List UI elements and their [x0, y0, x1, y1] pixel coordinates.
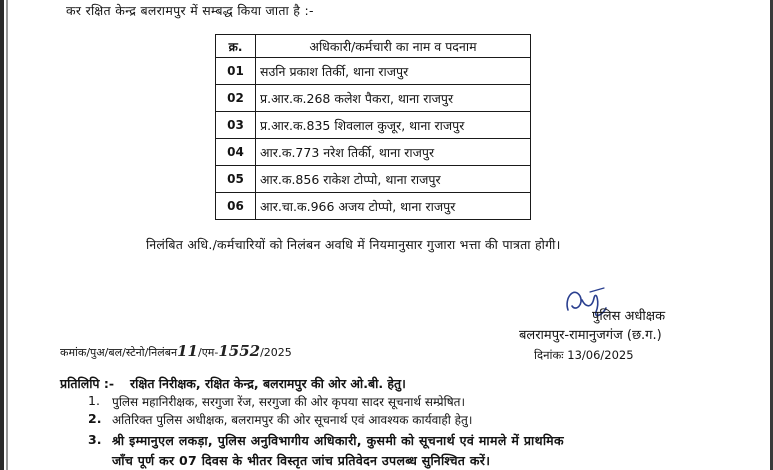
signatory-place: बलरामपुर-रामानुजगंज (छ.ग.)	[519, 328, 662, 343]
row-name: प्र.आर.क.268 कलेश पैकरा, थाना राजपुर	[256, 85, 531, 112]
signatory-title: पुलिस अधीक्षक	[592, 309, 666, 324]
suspension-note: निलंबित अधि./कर्मचारियों को निलंबन अवधि में नियमानुसार गुजारा भत्ता की पात्रता होगी।	[146, 237, 561, 252]
table-row	[216, 112, 531, 139]
copy-item-text-continued: जाँच पूर्ण कर 07 दिवस के भीतर विस्तृत जांच प्रतिवेदन उपलब्ध सुनिश्चित करें।	[112, 453, 491, 468]
copy-item-number: 3.	[88, 432, 102, 447]
reference-year: /2025	[260, 346, 292, 359]
table-row	[216, 193, 531, 220]
copy-item-number: 1.	[88, 393, 100, 408]
row-name: प्र.आर.क.835 शिवलाल कुजूर, थाना राजपुर	[256, 112, 531, 139]
table-row	[216, 85, 531, 112]
table-header-row	[216, 35, 531, 58]
copy-line-0: रक्षित निरीक्षक, रक्षित केन्द्र, बलरामपुर की ओर ओ.बी. हेतु।	[130, 376, 406, 391]
issue-date: दिनांकः 13/06/2025	[534, 348, 634, 362]
reference-handwritten-no: 11	[177, 342, 198, 360]
reference-handwritten-no2: 1552	[218, 342, 261, 360]
copy-label: प्रतिलिपि :-	[60, 376, 115, 391]
table-row	[216, 58, 531, 85]
reference-prefix: कमांक/पुअ/बल/स्टेनो/निलंबन	[60, 346, 178, 359]
row-serial: 02	[216, 85, 256, 112]
row-serial: 03	[216, 112, 256, 139]
row-serial: 01	[216, 58, 256, 85]
intro-text: कर रक्षित केन्द्र बलरामपुर में सम्बद्ध किया जाता है :-	[66, 3, 314, 18]
row-serial: 06	[216, 193, 256, 220]
row-serial: 04	[216, 139, 256, 166]
copy-item-number: 2.	[88, 411, 102, 426]
copy-item-text: पुलिस महानिरीक्षक, सरगुजा रेंज, सरगुजा की ओर कृपया सादर सूचनार्थ सम्प्रेषित।	[112, 395, 466, 409]
header-name: अधिकारी/कर्मचारी का नाम व पदनाम	[256, 35, 531, 58]
copy-item-text: अतिरिक्त पुलिस अधीक्षक, बलरामपुर की ओर सूचनार्थ एवं आवश्यक कार्यवाही हेतु।	[112, 413, 473, 427]
reference-mid: /एम-	[198, 346, 219, 359]
page-edge-left	[0, 0, 4, 470]
row-name: आर.क.856 राकेश टोप्पो, थाना राजपुर	[256, 166, 531, 193]
table-row	[216, 139, 531, 166]
page-edge-shadow	[6, 0, 8, 470]
header-serial: क्र.	[216, 35, 256, 58]
table-row	[216, 166, 531, 193]
reference-number	[60, 342, 292, 360]
row-name: आर.चा.क.966 अजय टोप्पो, थाना राजपुर	[256, 193, 531, 220]
row-name: सउनि प्रकाश तिर्की, थाना राजपुर	[256, 58, 531, 85]
row-name: आर.क.773 नरेश तिर्की, थाना राजपुर	[256, 139, 531, 166]
copy-item-text: श्री इम्मानुएल लकड़ा, पुलिस अनुविभागीय अधिकारी, कुसमी को सूचनार्थ एवं मामले में प्राथमिक	[112, 433, 564, 448]
row-serial: 05	[216, 166, 256, 193]
staff-table	[215, 34, 531, 220]
